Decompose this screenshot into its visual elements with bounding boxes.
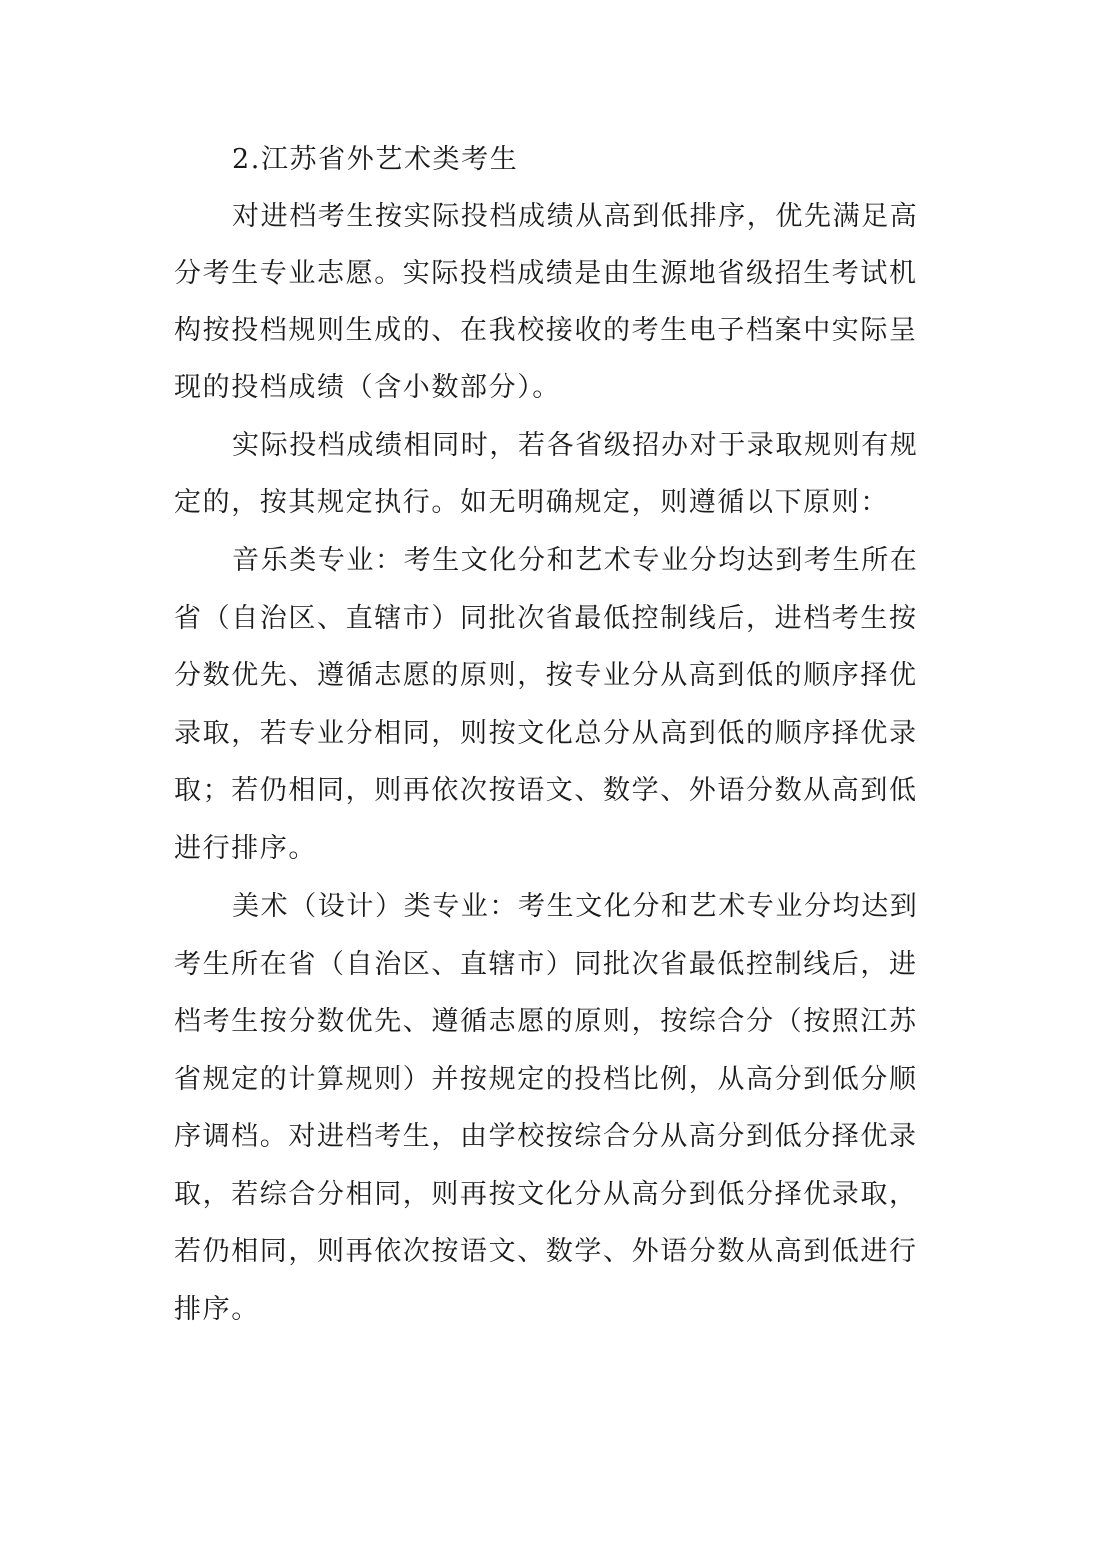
paragraph-line: 取，若综合分相同，则再按文化分从高分到低分择优录取，: [174, 1179, 918, 1210]
paragraph-line: 美术（设计）类专业：考生文化分和艺术专业分均达到: [232, 891, 919, 922]
paragraph-line: 实际投档成绩相同时，若各省级招办对于录取规则有规: [232, 430, 919, 461]
section-heading: 2.江苏省外艺术类考生: [232, 144, 519, 175]
paragraph-line: 考生所在省（自治区、直辖市）同批次省最低控制线后，进: [174, 949, 918, 980]
paragraph-line: 取；若仍相同，则再依次按语文、数学、外语分数从高到低: [174, 775, 918, 806]
paragraph-line: 省规定的计算规则）并按规定的投档比例，从高分到低分顺: [174, 1064, 918, 1095]
paragraph-line: 音乐类专业：考生文化分和艺术专业分均达到考生所在: [232, 545, 919, 576]
paragraph-line: 现的投档成绩（含小数部分）。: [174, 372, 561, 403]
paragraph-line: 定的，按其规定执行。如无明确规定，则遵循以下原则：: [174, 487, 889, 518]
paragraph-line: 分考生专业志愿。实际投档成绩是由生源地省级招生考试机: [174, 258, 918, 289]
paragraph-line: 分数优先、遵循志愿的原则，按专业分从高到低的顺序择优: [174, 660, 918, 691]
paragraph-line: 省（自治区、直辖市）同批次省最低控制线后，进档考生按: [174, 603, 918, 634]
paragraph-line: 档考生按分数优先、遵循志愿的原则，按综合分（按照江苏: [174, 1006, 918, 1037]
paragraph-line: 若仍相同，则再依次按语文、数学、外语分数从高到低进行: [174, 1236, 918, 1267]
paragraph-line: 序调档。对进档考生，由学校按综合分从高分到低分择优录: [174, 1121, 918, 1152]
paragraph-line: 录取，若专业分相同，则按文化总分从高到低的顺序择优录: [174, 718, 918, 749]
paragraph-line: 对进档考生按实际投档成绩从高到低排序，优先满足高: [232, 201, 919, 232]
paragraph-line: 进行排序。: [174, 833, 317, 864]
paragraph-line: 排序。: [174, 1294, 260, 1325]
paragraph-line: 构按投档规则生成的、在我校接收的考生电子档案中实际呈: [174, 315, 918, 346]
